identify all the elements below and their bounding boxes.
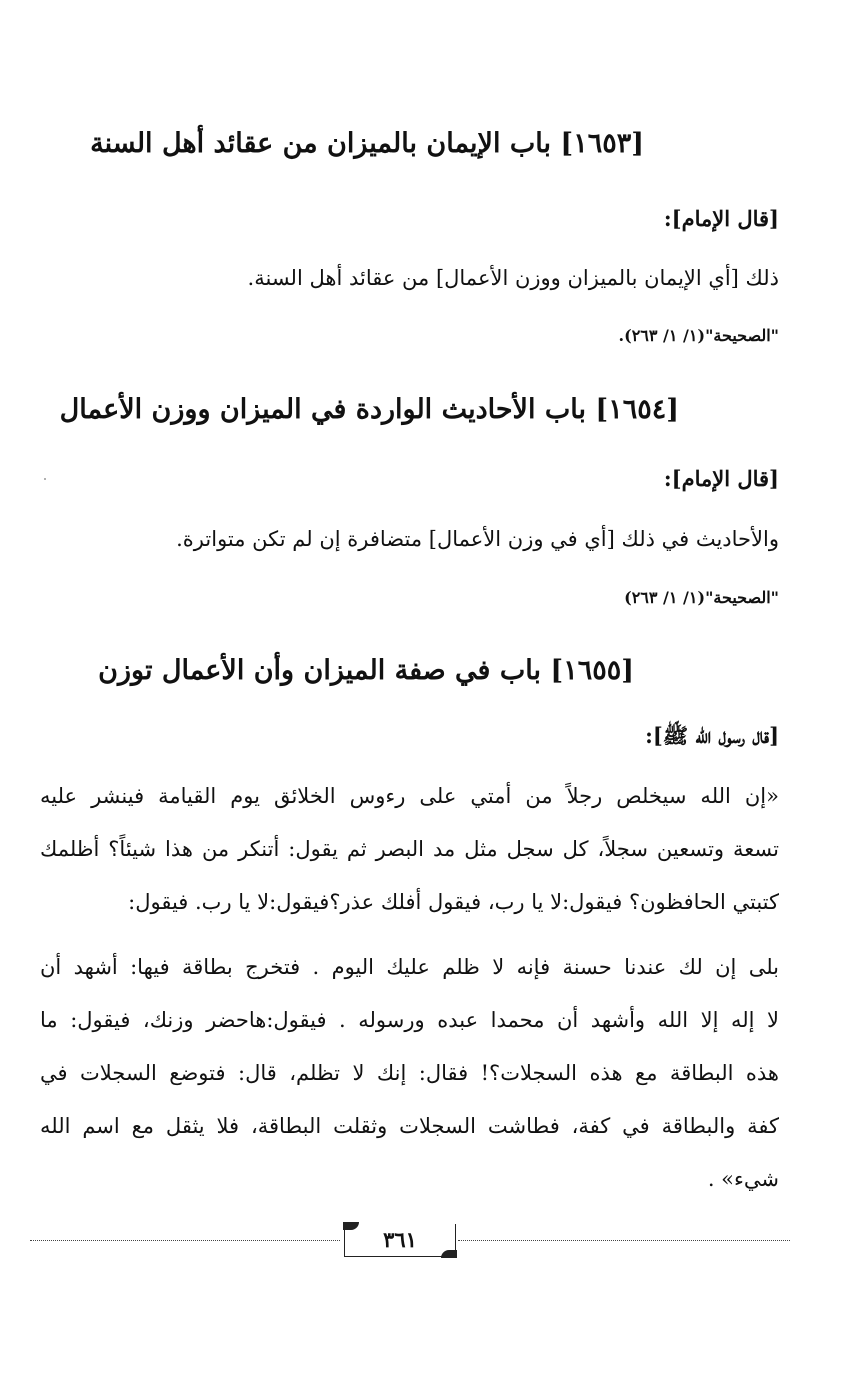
hadith-text-line: لا إله إلا الله وأشهد أن محمدا عبده ورسوله . فيقول:هاحضر وزنك، فيقول: ما	[40, 1008, 779, 1032]
scan-speck	[44, 478, 46, 480]
page-number: ٣٦١	[383, 1227, 417, 1252]
hadith-text-line: «إن الله سيخلص رجلاً من أمتي على رءوس الخلائق يوم القيامة فينشر عليه	[40, 784, 779, 808]
hadith-text-line: تسعة وتسعين سجلاً، كل سجل مثل مد البصر ثم يقول: أتنكر من هذا شيئاً؟ أظلمك	[40, 837, 779, 861]
hadith-text-line: شيء» .	[707, 1167, 779, 1191]
body-text-line: والأحاديث في ذلك [أي في وزن الأعمال] متضافرة إن لم تكن متواترة.	[176, 527, 779, 551]
section-heading-1654: [١٦٥٤] باب الأحاديث الواردة في الميزان ووزن الأعمال	[59, 394, 679, 425]
section-heading-1655: [١٦٥٥] باب في صفة الميزان وأن الأعمال توزن	[98, 655, 634, 686]
speaker-label: [قال الإمام]:	[663, 466, 779, 491]
hadith-text-line: هذه البطاقة مع هذه السجلات؟! فقال: إنك لا تظلم، قال: فتوضع السجلات في	[40, 1061, 779, 1085]
section-heading-1653: [١٦٥٣] باب الإيمان بالميزان من عقائد أهل السنة	[90, 128, 644, 159]
body-text-line: ذلك [أي الإيمان بالميزان ووزن الأعمال] من عقائد أهل السنة.	[247, 266, 779, 290]
hadith-text-line: كفة والبطاقة في كفة، فطاشت السجلات وثقلت البطاقة، فلا يثقل مع اسم الله	[40, 1114, 779, 1138]
hadith-text-line: كتبتي الحافظون؟ فيقول:لا يا رب، فيقول أفلك عذر؟فيقول:لا يا رب. فيقول:	[128, 890, 779, 914]
footer-divider-right	[458, 1240, 790, 1241]
ornament-icon	[441, 1250, 457, 1258]
reference-citation: "الصحيحة"(١/ ١/ ٢٦٣)	[624, 588, 779, 607]
speaker-label: [قال الإمام]:	[663, 206, 779, 231]
page-number-frame	[344, 1224, 456, 1257]
footer-divider-left	[30, 1240, 340, 1241]
page-footer	[30, 1222, 790, 1262]
ornament-icon	[343, 1222, 359, 1230]
speaker-label: [قال رسول الله ﷺ]:	[645, 723, 779, 748]
hadith-text-line: بلى إن لك عندنا حسنة فإنه لا ظلم عليك اليوم . فتخرج بطاقة فيها: أشهد أن	[40, 955, 779, 979]
reference-citation: "الصحيحة"(١/ ١/ ٢٦٣).	[618, 326, 779, 345]
